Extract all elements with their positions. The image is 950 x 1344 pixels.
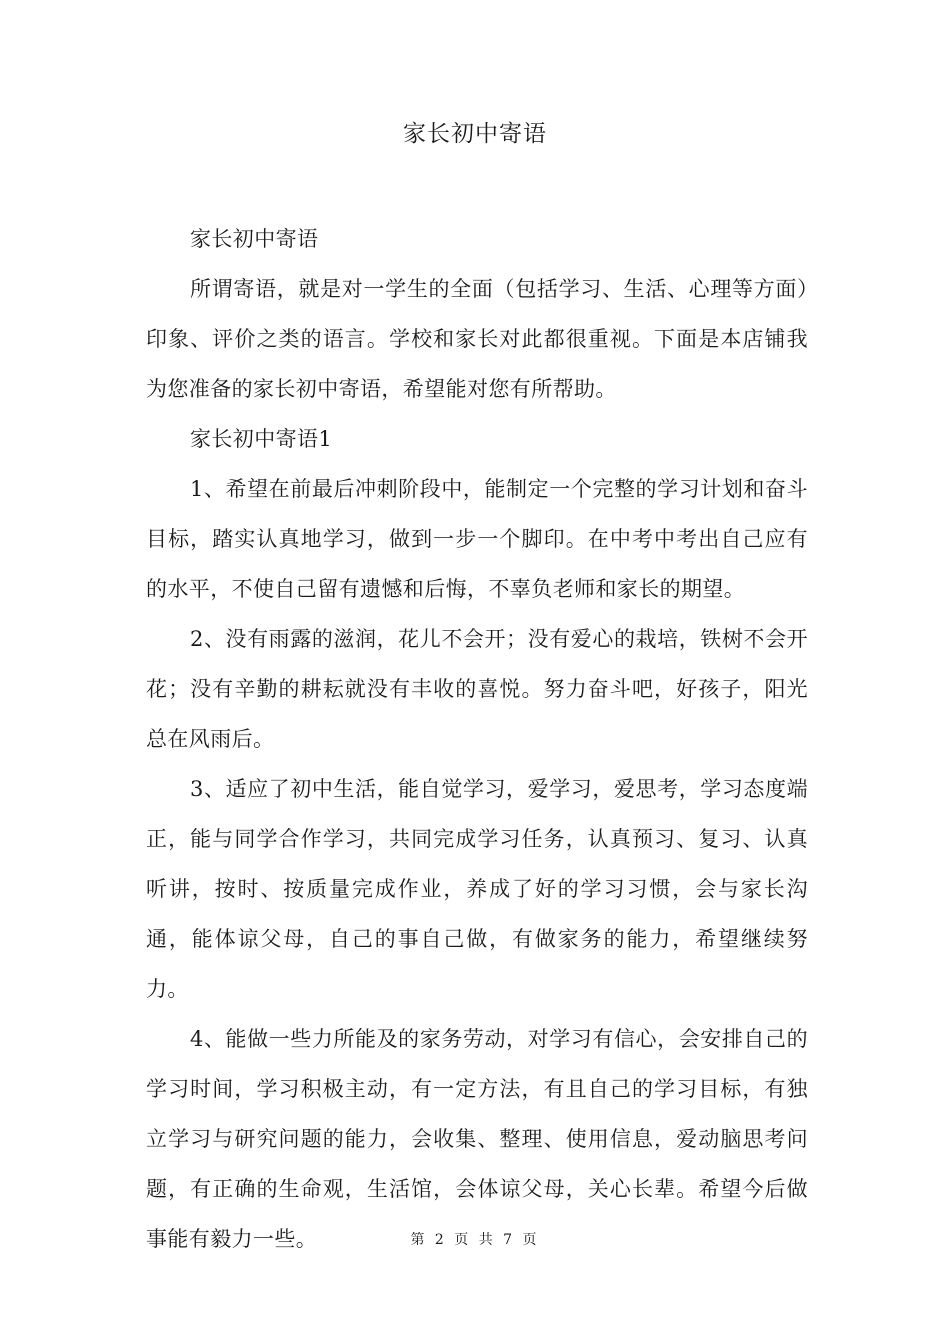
message-paragraph-1: 1、希望在前最后冲刺阶段中，能制定一个完整的学习计划和奋斗目标，踏实认真地学习，做到一步一个脚印。在中考中考出自己应有的水平，不使自己留有遗憾和后悔，不辜负老师和家长的期望。 [146, 477, 808, 601]
section-heading: 家长初中寄语 [190, 227, 319, 251]
document-title: 家长初中寄语 [403, 121, 547, 147]
page-number-footer: 第 2 页 共 7 页 [410, 1232, 540, 1248]
message-paragraph-4: 4、能做一些力所能及的家务劳动，对学习有信心，会安排自己的学习时间，学习积极主动，有一定方法，有且自己的学习目标，有独立学习与研究问题的能力，会收集、整理、使用信息，爱动脑思考问题，有正确的生命观，生活馆，会体谅父母，关心长辈。希望今后做事能有毅力一些。 [146, 1027, 808, 1251]
message-paragraph-2: 2、没有雨露的滋润，花儿不会开；没有爱心的栽培，铁树不会开花；没有辛勤的耕耘就没有丰收的喜悦。努力奋斗吧，好孩子，阳光总在风雨后。 [146, 627, 808, 751]
intro-paragraph: 所谓寄语，就是对一学生的全面（包括学习、生活、心理等方面）印象、评价之类的语言。学校和家长对此都很重视。下面是本店铺我为您准备的家长初中寄语，希望能对您有所帮助。 [146, 277, 808, 401]
document-body [146, 214, 808, 1264]
subsection-heading: 家长初中寄语1 [190, 427, 333, 451]
message-paragraph-3: 3、适应了初中生活，能自觉学习，爱学习，爱思考，学习态度端正，能与同学合作学习，共同完成学习任务，认真预习、复习、认真听讲，按时、按质量完成作业，养成了好的学习习惯，会与家长沟通，能体谅父母，自己的事自己做，有做家务的能力，希望继续努力。 [146, 777, 808, 1001]
